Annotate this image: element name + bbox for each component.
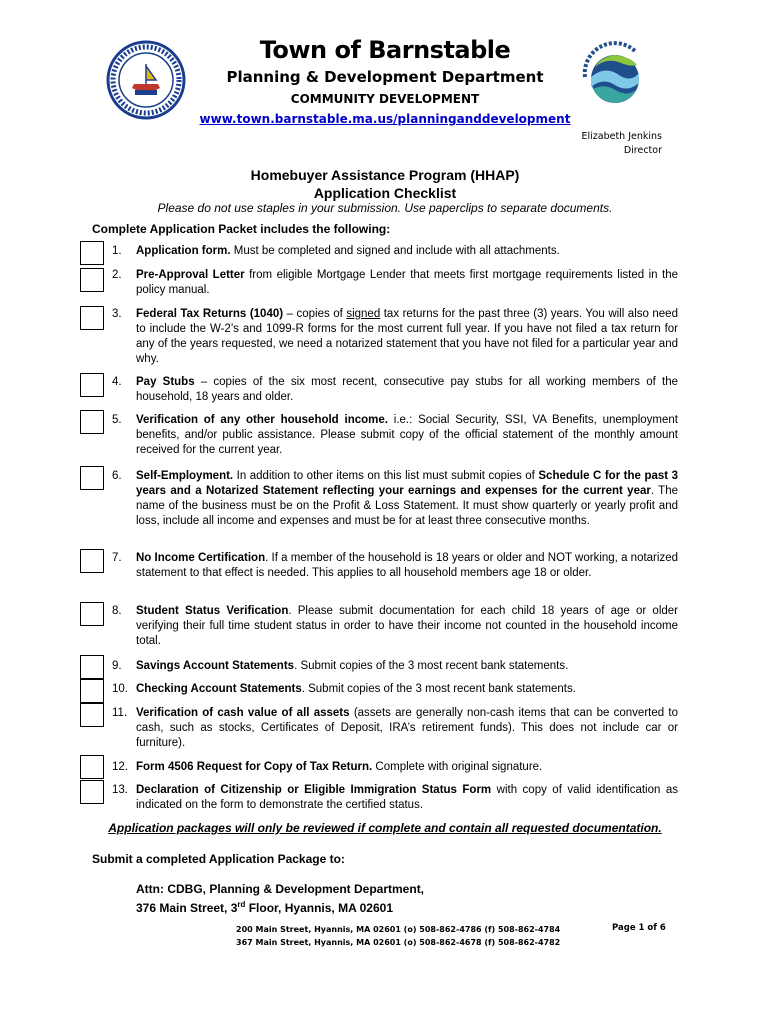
footer-line-2: 367 Main Street, Hyannis, MA 02601 (o) 508-862-4678 (f) 508-862-4782 — [236, 938, 561, 947]
staples-note: Please do not use staples in your submission. Use paperclips to separate documents. — [157, 201, 613, 215]
department-website-link[interactable]: www.town.barnstable.ma.us/planninganddevelopment — [199, 112, 571, 126]
checklist-item-text: Federal Tax Returns (1040) – copies of signed tax returns for the past three (3) years. You will also need to include the W-2’s and 1099-R forms for the most current full year. If you have not filed a tax return for any of the years requested, we need a notarized statement that you have not filed for a particular year and why. — [136, 308, 678, 365]
checklist-item-text: Declaration of Citizenship or Eligible Immigration Status Form with copy of valid identification as indicated on the form to demonstrate the certified status. — [136, 784, 679, 811]
town-title: Town of Barnstable — [259, 36, 511, 64]
checklist-item-text: Savings Account Statements. Submit copies of the 3 most recent bank statements. — [136, 660, 569, 672]
checklist-item-number: 8. — [112, 605, 122, 617]
checklist-item-number: 6. — [112, 470, 122, 482]
checklist-checkbox[interactable] — [80, 679, 104, 703]
footer-addresses — [236, 923, 560, 949]
checklist-checkbox[interactable] — [80, 373, 104, 397]
checklist-item-text: Checking Account Statements. Submit copies of the 3 most recent bank statements. — [136, 683, 576, 695]
department-name: Planning & Development Department — [226, 68, 544, 86]
checklist-checkbox[interactable] — [80, 410, 104, 434]
program-subtitle: Application Checklist — [313, 185, 457, 201]
checklist-item-number: 5. — [112, 414, 122, 426]
checklist-checkbox[interactable] — [80, 241, 104, 265]
completeness-note: Application packages will only be reviewed if complete and contain all requested documentation. — [108, 821, 662, 835]
checklist-item-number: 11. — [112, 707, 128, 719]
mailing-address — [136, 881, 424, 916]
submit-heading: Submit a completed Application Package to: — [92, 852, 345, 866]
address-street: 376 Main Street, 3rd Floor, Hyannis, MA 02601 — [136, 900, 393, 915]
checklist-item-text: Self-Employment. In addition to other items on this list must submit copies of Schedule C for the past 3 years and a Notarized Statement reflecting your earnings and expenses for the current year. The name of the business must be on the Profit & Loss Statement. It must show quarterly or yearly profit and loss, include all income and expenses and must be for at least three consecutive months. — [136, 470, 679, 527]
checklist-checkbox[interactable] — [80, 780, 104, 804]
checklist-checkbox[interactable] — [80, 549, 104, 573]
checklist-item-text: Form 4506 Request for Copy of Tax Return. Complete with original signature. — [136, 761, 543, 773]
checklist-item-text: Student Status Verification. Please submit documentation for each child 18 years of age or older verifying their full time student status in order to have their income not counted in the household income total. — [136, 605, 679, 647]
checklist-item-text: Verification of any other household income. i.e.: Social Security, SSI, VA Benefits, unemployment benefits, and/or public assistance. Please submit copy of the official statement of the monthly amount received for the current year. — [136, 414, 679, 456]
checklist-intro: Complete Application Packet includes the following: — [92, 222, 391, 236]
checklist-item-number: 4. — [112, 376, 122, 388]
checklist-item-number: 7. — [112, 552, 122, 564]
community-development-label: COMMUNITY DEVELOPMENT — [290, 92, 480, 106]
program-title: Homebuyer Assistance Program (HHAP) — [250, 167, 520, 183]
director-block — [560, 130, 662, 158]
checklist-checkbox[interactable] — [80, 703, 104, 727]
director-title: Director — [623, 145, 662, 156]
checklist-item-text: Application form. Must be completed and signed and include with all attachments. — [136, 245, 560, 257]
checklist-checkbox[interactable] — [80, 268, 104, 292]
checklist-checkbox[interactable] — [80, 466, 104, 490]
program-title-block — [0, 166, 770, 202]
checklist-checkbox[interactable] — [80, 602, 104, 626]
footer-line-1: 200 Main Street, Hyannis, MA 02601 (o) 508-862-4786 (f) 508-862-4784 — [236, 925, 561, 934]
checklist-item-number: 13. — [112, 784, 128, 796]
checklist-checkbox[interactable] — [80, 755, 104, 779]
checklist-checkbox[interactable] — [80, 306, 104, 330]
checklist-item-number: 10. — [112, 683, 128, 695]
checklist-item-number: 12. — [112, 761, 128, 773]
checklist-item-number: 3. — [112, 308, 122, 320]
checklist-item-number: 9. — [112, 660, 122, 672]
checklist-item-text: Verification of cash value of all assets (assets are generally non-cash items that can be converted to cash, such as stocks, Certificates of Deposit, IRA’s retirement funds). This does not include car or furniture). — [136, 707, 678, 749]
checklist-item-text: No Income Certification. If a member of the household is 18 years or older and NOT working, a notarized statement to that effect is needed. This applies to all household members age 18 or older. — [136, 552, 678, 579]
checklist-item-text: Pay Stubs – copies of the six most recent, consecutive pay stubs for all working members of the household, 18 years and older. — [136, 376, 678, 403]
checklist-checkbox[interactable] — [80, 655, 104, 679]
checklist-item-text: Pre-Approval Letter from eligible Mortgage Lender that meets first mortgage requirements listed in the policy manual. — [136, 269, 678, 296]
checklist-item-number: 1. — [112, 245, 122, 257]
address-attn: Attn: CDBG, Planning & Development Department, — [136, 882, 425, 896]
checklist-item-number: 2. — [112, 269, 122, 281]
page-number: Page 1 of 6 — [612, 923, 666, 933]
director-name: Elizabeth Jenkins — [581, 131, 662, 142]
